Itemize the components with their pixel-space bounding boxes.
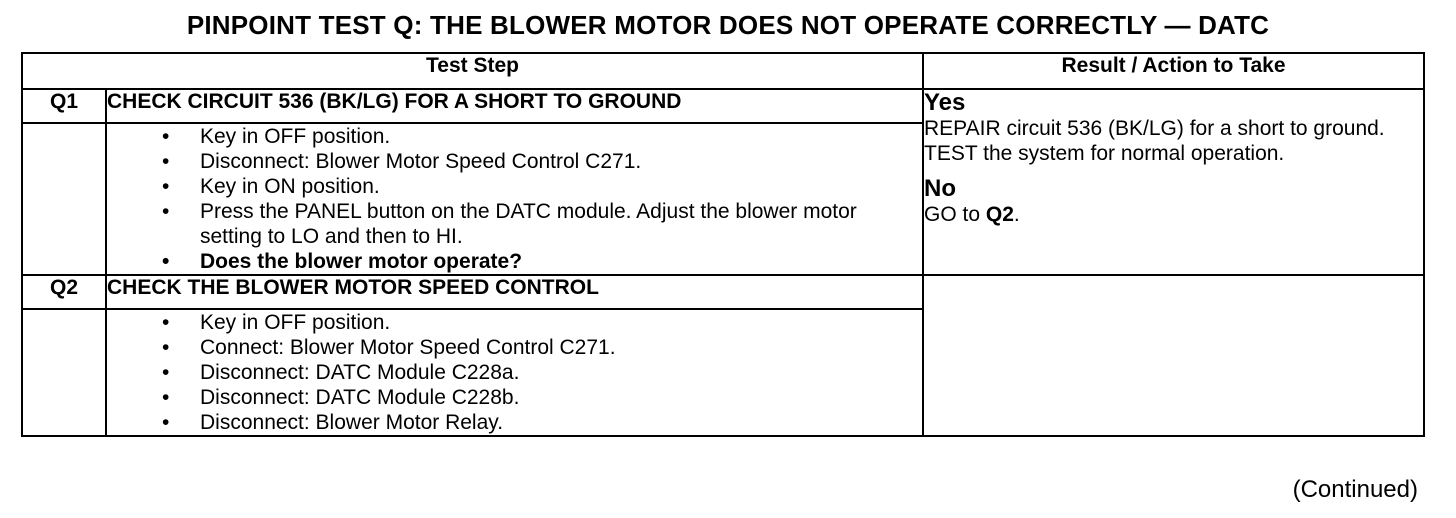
yes-label: Yes	[924, 89, 966, 116]
q1-heading-row	[22, 89, 1424, 123]
page-title: PINPOINT TEST Q: THE BLOWER MOTOR DOES NOT OPERATE CORRECTLY — DATC	[186, 10, 1270, 40]
bullet-icon: •	[162, 125, 170, 148]
step-list-q2	[106, 309, 923, 436]
yes-action: REPAIR circuit 536 (BK/LG) for a short to ground. TEST the system for normal operation.	[924, 117, 1385, 165]
result-header: Result / Action to Take	[923, 53, 1424, 89]
bullet-icon: •	[162, 250, 170, 273]
bullet-icon: •	[162, 150, 170, 173]
bullet-icon: •	[162, 361, 170, 384]
bullet-icon: •	[162, 411, 170, 434]
result-cell-q1	[923, 89, 1424, 275]
bullet-icon: •	[162, 200, 170, 223]
empty-number-cell	[22, 123, 106, 275]
continued-note: (Continued)	[1292, 476, 1418, 503]
list-item: • Connect: Blower Motor Speed Control C271.	[162, 336, 616, 359]
list-item: • Press the PANEL button on the DATC module. Adjust the blower motor setting to LO and then to HI.	[162, 200, 857, 248]
list-item: • Key in ON position.	[162, 175, 380, 198]
list-item: • Disconnect: Blower Motor Relay.	[162, 411, 504, 434]
step-list-q1	[106, 123, 923, 275]
list-item-question: • Does the blower motor operate?	[162, 250, 523, 273]
list-item: • Key in OFF position.	[162, 311, 391, 334]
test-step-header: Test Step	[22, 53, 923, 89]
bullet-icon: •	[162, 311, 170, 334]
bullet-icon: •	[162, 386, 170, 409]
list-item: • Key in OFF position.	[162, 125, 391, 148]
step-heading-q2: CHECK THE BLOWER MOTOR SPEED CONTROL	[106, 275, 923, 309]
header-row	[22, 53, 1424, 89]
q2-heading-row	[22, 275, 1424, 309]
bullet-icon: •	[162, 175, 170, 198]
list-item: • Disconnect: Blower Motor Speed Control C271.	[162, 150, 642, 173]
empty-number-cell	[22, 309, 106, 436]
step-number-q1: Q1	[22, 89, 106, 123]
no-action-suffix: .	[1013, 203, 1020, 226]
step-number-q2: Q2	[22, 275, 106, 309]
bullet-icon: •	[162, 336, 170, 359]
list-item: • Disconnect: DATC Module C228a.	[162, 361, 520, 384]
no-action-target: Q2	[985, 203, 1014, 226]
step-heading-q1: CHECK CIRCUIT 536 (BK/LG) FOR A SHORT TO GROUND	[106, 89, 923, 123]
list-item: • Disconnect: DATC Module C228b.	[162, 386, 520, 409]
pinpoint-test-table	[21, 52, 1425, 437]
result-cell-q2	[923, 275, 1424, 436]
no-action	[924, 202, 1423, 227]
no-label: No	[924, 175, 956, 202]
no-action-prefix: GO to	[924, 203, 986, 226]
